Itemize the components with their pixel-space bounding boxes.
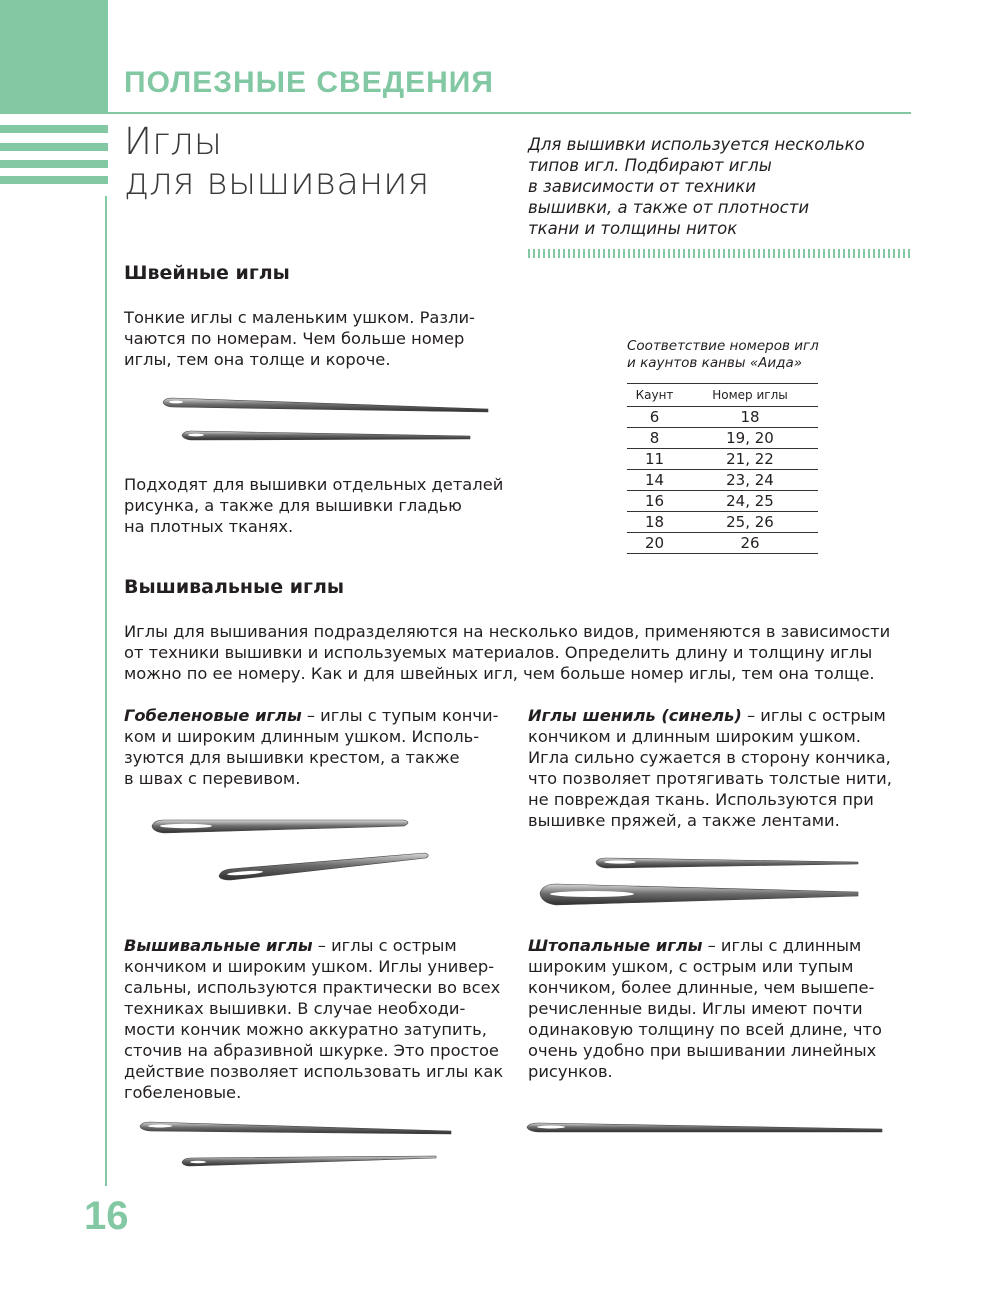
table-header-row <box>627 384 818 407</box>
intro-line: в зависимости от техники <box>528 177 756 196</box>
text-line: иглы, тем она толще и короче. <box>124 350 391 369</box>
text-line: речисленные виды. Иглы имеют почти <box>528 999 863 1018</box>
needle-number-cell: 25, 26 <box>682 512 818 533</box>
text-line: рисунков. <box>528 1062 613 1081</box>
needle-number-cell: 19, 20 <box>682 428 818 449</box>
column-header: Номер иглы <box>682 384 818 407</box>
text-line: – иглы с длинным <box>702 936 862 955</box>
count-cell: 6 <box>627 407 682 428</box>
header-stripe <box>0 143 108 151</box>
needle-number-cell: 23, 24 <box>682 470 818 491</box>
count-cell: 11 <box>627 449 682 470</box>
term: Вышивальные иглы <box>124 936 313 955</box>
term: Иглы шениль (синель) <box>528 706 742 725</box>
term: Штопальные иглы <box>528 936 703 955</box>
darning-needle-illustration <box>527 1123 882 1132</box>
table-row <box>627 470 818 491</box>
text-line: широким ушком, с острым или тупым <box>528 957 854 976</box>
page-title <box>124 122 429 202</box>
embroidery-needles-text <box>124 621 914 684</box>
text-line: Подходят для вышивки отдельных деталей <box>124 475 504 494</box>
header-stripe <box>0 176 108 184</box>
term: Гобеленовые иглы <box>124 706 302 725</box>
header-stripe <box>0 125 108 133</box>
text-line: кончиком, более длинные, чем вышепе- <box>528 978 875 997</box>
dotted-divider <box>528 249 911 258</box>
text-line: техниках вышивки. В случае необходи- <box>124 999 466 1018</box>
text-line: можно по ее номеру. Как и для швейных игл, чем больше номер иглы, тем она толще. <box>124 664 875 683</box>
needle-number-cell: 21, 22 <box>682 449 818 470</box>
chenille-needle-illustration <box>540 858 858 905</box>
text-line: сточив на абразивной шкурке. Это простое <box>124 1041 499 1060</box>
text-line: гобеленовые. <box>124 1083 242 1102</box>
sewing-needles-usage <box>124 474 544 537</box>
caption-line: Соответствие номеров игл <box>627 338 819 354</box>
needle-number-cell: 24, 25 <box>682 491 818 512</box>
text-line: Тонкие иглы с маленьким ушком. Разли- <box>124 308 475 327</box>
page-title-line: для вышивания <box>124 160 430 203</box>
text-line: ком и широким длинным ушком. Исполь- <box>124 727 480 746</box>
page-number: 16 <box>84 1194 129 1238</box>
intro-line: вышивки, а также от плотности <box>528 198 810 217</box>
table-row <box>627 533 818 554</box>
count-cell: 20 <box>627 533 682 554</box>
table-row <box>627 407 818 428</box>
text-line: Иглы для вышивания подразделяются на несколько видов, применяются в зависимости <box>124 622 891 641</box>
needle-number-cell: 18 <box>682 407 818 428</box>
table-row <box>627 449 818 470</box>
text-line: что позволяет протягивать толстые нити, <box>528 769 892 788</box>
page-title-line: Иглы <box>124 120 223 163</box>
header-stripe <box>0 160 108 168</box>
count-cell: 8 <box>627 428 682 449</box>
header-color-block <box>0 0 108 114</box>
text-line: в швах с перевивом. <box>124 769 301 788</box>
count-cell: 18 <box>627 512 682 533</box>
intro-line: ткани и толщины ниток <box>528 219 738 238</box>
text-line: на плотных тканях. <box>124 517 294 536</box>
crewel-needle-illustration <box>140 1122 451 1166</box>
sewing-needle-illustration <box>163 398 488 440</box>
text-line: вышивке пряжей, а также лентами. <box>528 811 840 830</box>
intro-line: типов игл. Подбирают иглы <box>528 156 772 175</box>
text-line: не повреждая ткань. Используются при <box>528 790 874 809</box>
text-line: от техники вышивки и используемых материалов. Определить длину и толщину иглы <box>124 643 873 662</box>
table-row <box>627 491 818 512</box>
table-row <box>627 428 818 449</box>
table-caption <box>627 338 887 372</box>
darning-needles-text <box>528 935 913 1082</box>
text-line: одинаковую толщину по всей длине, что <box>528 1020 882 1039</box>
text-line: зуются для вышивки крестом, а также <box>124 748 460 767</box>
sewing-needles-heading: Швейные иглы <box>124 262 290 284</box>
text-line: чаются по номерам. Чем больше номер <box>124 329 465 348</box>
intro-line: Для вышивки используется несколько <box>528 135 865 154</box>
text-line: – иглы с тупым кончи- <box>301 706 499 725</box>
text-line: сальны, используются практически во всех <box>124 978 501 997</box>
intro-text <box>528 134 908 239</box>
text-line: действие позволяет использовать иглы как <box>124 1062 504 1081</box>
sewing-needles-text <box>124 307 524 370</box>
chenille-needles-text <box>528 705 913 831</box>
text-line: кончиком и широким ушком. Иглы универ- <box>124 957 495 976</box>
margin-rule <box>105 196 107 1186</box>
text-line: мости кончик можно аккуратно затупить, <box>124 1020 487 1039</box>
text-line: рисунка, а также для вышивки гладью <box>124 496 462 515</box>
column-header: Каунт <box>627 384 682 407</box>
text-line: – иглы с острым <box>312 936 457 955</box>
table-row <box>627 512 818 533</box>
text-line: очень удобно при вышивании линейных <box>528 1041 877 1060</box>
embroidery-needles-heading: Вышивальные иглы <box>124 576 345 598</box>
needle-number-cell: 26 <box>682 533 818 554</box>
caption-line: и каунтов канвы «Аида» <box>627 355 803 371</box>
count-cell: 16 <box>627 491 682 512</box>
count-cell: 14 <box>627 470 682 491</box>
tapestry-needles-text <box>124 705 514 789</box>
tapestry-needle-illustration <box>152 820 428 880</box>
header-rule <box>108 112 911 114</box>
text-line: – иглы с острым <box>741 706 886 725</box>
text-line: кончиком и длинным широким ушком. <box>528 727 861 746</box>
section-title: ПОЛЕЗНЫЕ СВЕДЕНИЯ <box>124 66 494 99</box>
needle-count-table <box>627 383 818 554</box>
text-line: Игла сильно сужается в сторону кончика, <box>528 748 891 767</box>
crewel-needles-text <box>124 935 519 1103</box>
